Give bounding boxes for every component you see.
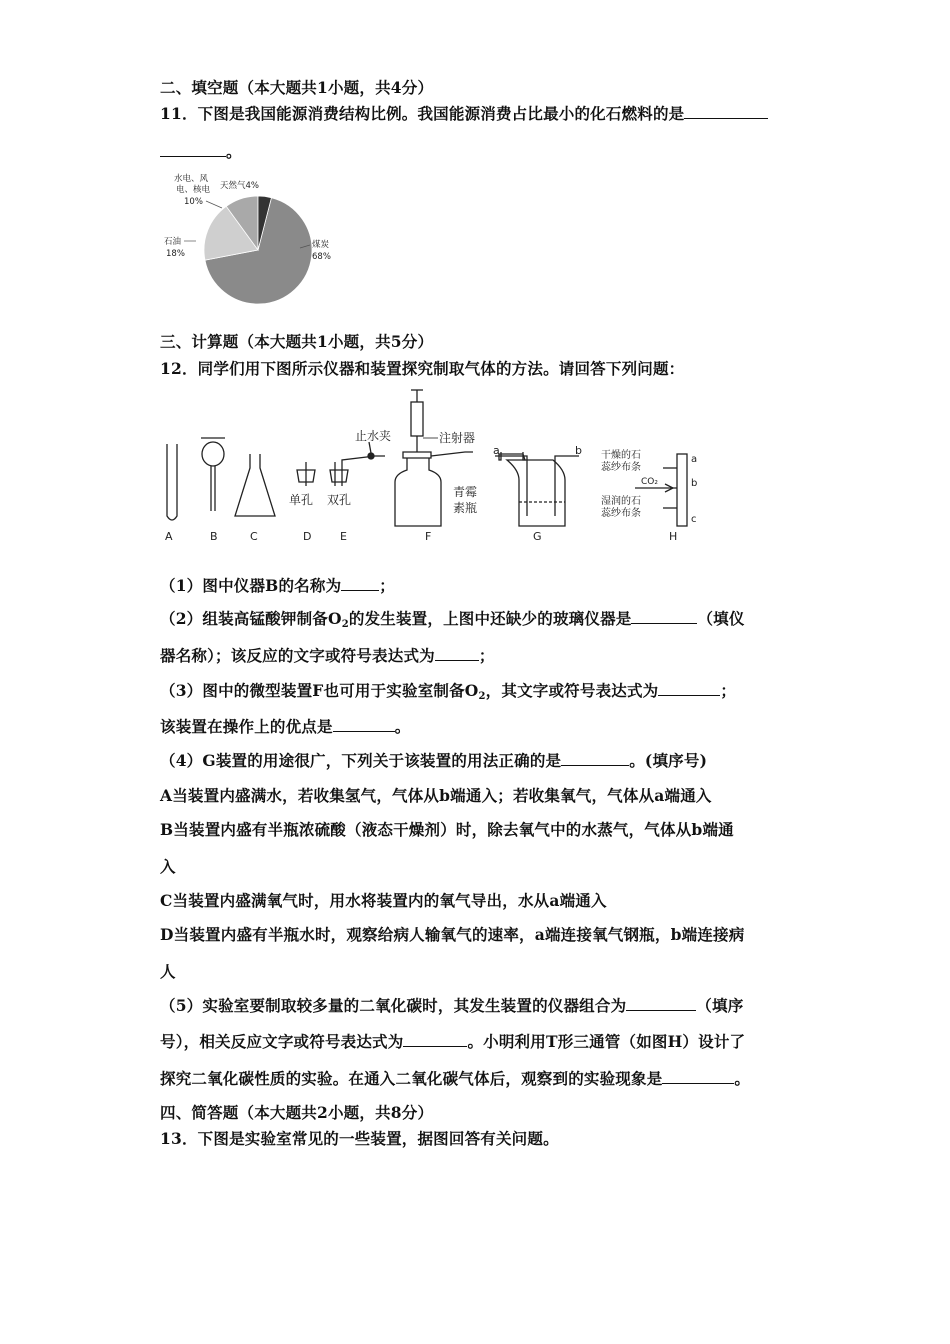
label-A: A xyxy=(165,530,173,543)
label-wet-line2: 蕊纱布条 xyxy=(601,508,641,519)
answer-blank[interactable] xyxy=(341,576,379,591)
label-hydro-line2: 电、核电 xyxy=(176,185,211,195)
leader-line-hydro xyxy=(206,201,222,208)
label-dry-line1: 干燥的石 xyxy=(601,450,641,461)
answer-blank[interactable] xyxy=(561,751,629,766)
q12-part1: （1）图中仪器B的名称为 ； xyxy=(160,576,395,595)
label-C: C xyxy=(250,530,258,543)
label-D: D xyxy=(303,530,312,543)
q12-part3: （3）图中的微型装置F也可用于实验室制备$O_2$，其文字或符号表达式为 ； xyxy=(160,681,737,702)
test-tube-icon xyxy=(167,444,177,520)
energy-pie-chart xyxy=(160,168,350,308)
label-stopcock: 止水夹 xyxy=(355,429,392,443)
label-dry-line2: 蕊纱布条 xyxy=(601,462,641,473)
label-hydro-line1: 水电、风 xyxy=(174,174,209,184)
section-heading-fill-in: 二、填空题（本大题共1小题，共4分） xyxy=(160,78,434,97)
apparatus-figure xyxy=(155,386,715,546)
q12-part5: （5）实验室要制取较多量的二氧化碳时，其发生装置的仪器组合为 （填序 xyxy=(160,996,744,1015)
answer-blank[interactable] xyxy=(631,609,697,624)
label-double-hole: 双孔 xyxy=(327,493,352,507)
answer-blank[interactable] xyxy=(684,104,768,119)
pie-slices xyxy=(204,196,312,304)
answer-blank[interactable] xyxy=(160,142,226,157)
label-E: E xyxy=(340,530,347,543)
label-h-c: c xyxy=(691,514,697,525)
question-12: 12．同学们用下图所示仪器和装置探究制取气体的方法。请回答下列问题： xyxy=(160,359,685,378)
t-shaped-tube-icon xyxy=(635,454,687,526)
single-hole-stopper-icon xyxy=(297,462,315,486)
gas-washing-bottle-icon xyxy=(495,452,579,526)
label-co2: CO₂ xyxy=(641,477,658,487)
q12-part3-continued: 该装置在操作上的优点是 。 xyxy=(160,717,411,736)
label-coal-pct: 68% xyxy=(312,252,331,262)
label-G: G xyxy=(533,530,542,543)
label-oil-name: 石油 xyxy=(164,237,182,247)
label-port-a: a xyxy=(493,444,500,457)
q12-part4: （4）G装置的用途很广，下列关于该装置的用法正确的是 。(填序号) xyxy=(160,751,708,770)
label-hydro-pct: 10% xyxy=(184,197,203,207)
label-syringe: 注射器 xyxy=(439,431,476,445)
double-hole-stopper-icon xyxy=(330,442,385,486)
section-heading-calculation: 三、计算题（本大题共1小题，共5分） xyxy=(160,332,434,351)
option-a: A当装置内盛满水，若收集氢气，气体从b端通入；若收集氧气，气体从a端通入 xyxy=(160,786,712,805)
q12-part2-continued: 器名称）；该反应的文字或符号表达式为 ； xyxy=(160,646,495,665)
answer-blank[interactable] xyxy=(658,681,720,696)
question-11: 11．下图是我国能源消费结构比例。我国能源消费占比最小的化石燃料的是 xyxy=(160,104,768,124)
label-gas: 天然气4% xyxy=(220,181,259,191)
question-11-continued: 。 xyxy=(160,142,242,162)
answer-blank[interactable] xyxy=(626,996,696,1011)
label-F: F xyxy=(425,530,432,543)
label-oil-pct: 18% xyxy=(166,249,185,259)
option-c: C当装置内盛满氧气时，用水将装置内的氧气导出，水从a端通入 xyxy=(160,891,607,910)
label-port-b: b xyxy=(575,444,582,457)
answer-blank[interactable] xyxy=(333,717,395,732)
q12-part2: （2）组装高锰酸钾制备$O_2$的发生装置，上图中还缺少的玻璃仪器是 （填仪 xyxy=(160,609,745,630)
answer-blank[interactable] xyxy=(662,1069,734,1084)
option-b-continued: 入 xyxy=(160,857,176,876)
option-d-continued: 人 xyxy=(160,962,176,981)
label-vial-line2: 素瓶 xyxy=(453,501,478,515)
answer-blank[interactable] xyxy=(403,1032,467,1047)
label-H: H xyxy=(669,530,678,543)
label-single-hole: 单孔 xyxy=(289,493,314,507)
q12-part5-continued: 号），相关反应文字或符号表达式为 。小明利用T形三通管（如图H）设计了 xyxy=(160,1032,746,1051)
label-h-b: b xyxy=(691,478,698,489)
section-heading-short-answer: 四、简答题（本大题共2小题，共8分） xyxy=(160,1103,434,1122)
label-h-a: a xyxy=(691,454,698,465)
option-b: B当装置内盛有半瓶浓硫酸（液态干燥剂）时，除去氧气中的水蒸气，气体从b端通 xyxy=(160,820,734,839)
label-B: B xyxy=(210,530,218,543)
q12-part5-continued-2: 探究二氧化碳性质的实验。在通入二氧化碳气体后，观察到的实验现象是 。 xyxy=(160,1069,751,1088)
question-13: 13．下图是实验室常见的一些装置，据图回答有关问题。 xyxy=(160,1129,559,1148)
long-neck-funnel-icon xyxy=(201,438,225,511)
conical-flask-icon xyxy=(235,454,275,516)
label-vial-line1: 青霉 xyxy=(453,485,478,499)
label-coal-name: 煤炭 xyxy=(312,240,330,250)
answer-blank[interactable] xyxy=(435,646,479,661)
option-d: D当装置内盛有半瓶水时，观察给病人输氧气的速率，a端连接氧气钢瓶，b端连接病 xyxy=(160,925,745,944)
label-wet-line1: 湿润的石 xyxy=(601,496,641,507)
